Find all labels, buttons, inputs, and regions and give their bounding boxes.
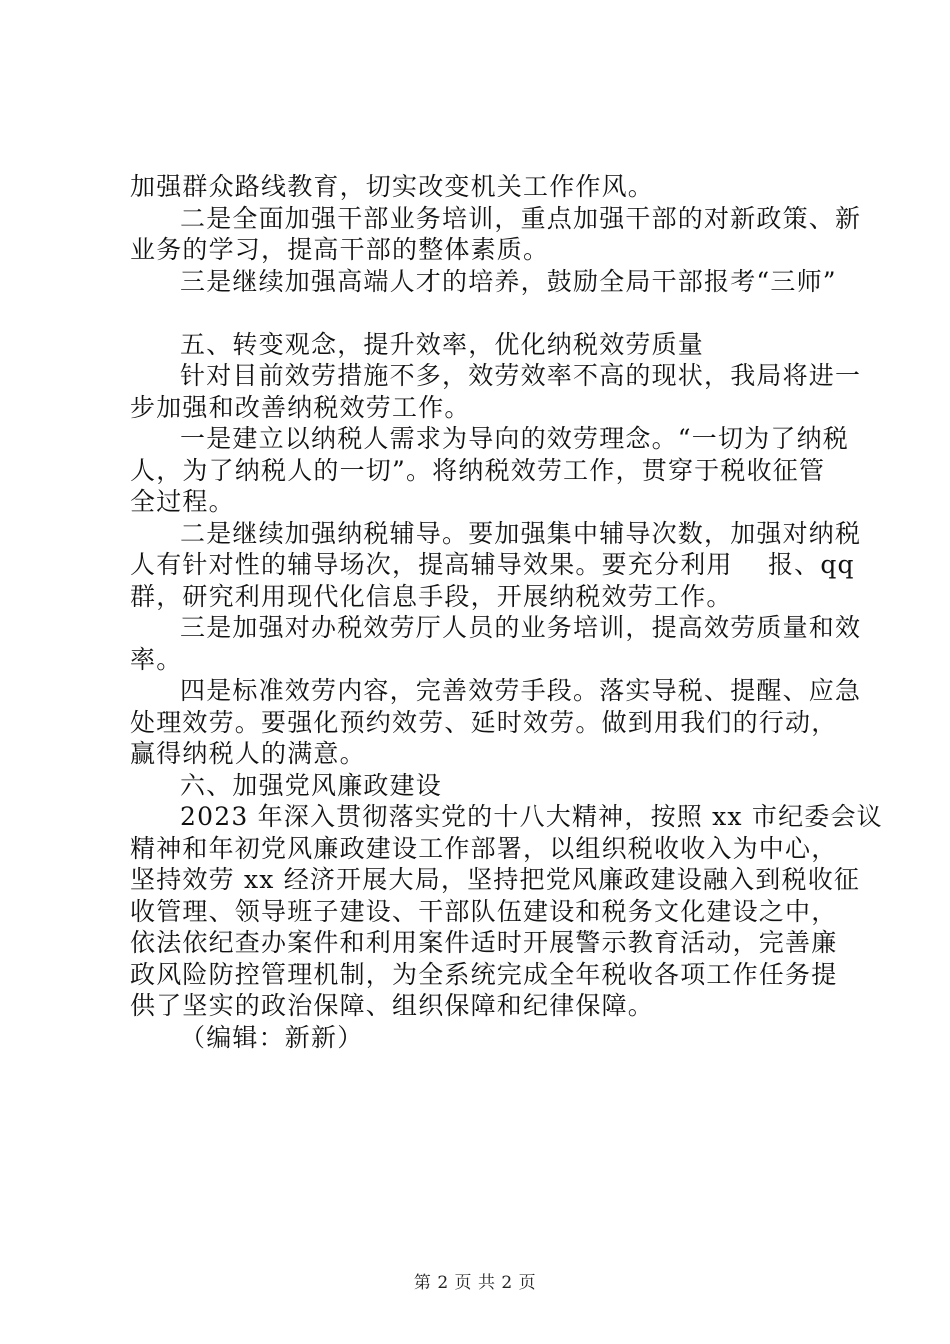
text-line: 全过程。 bbox=[130, 487, 235, 516]
text-line: 率。 bbox=[130, 644, 183, 674]
text-line: 赢得纳税人的满意。 bbox=[130, 739, 366, 768]
section-heading: 六、加强党风廉政建设 bbox=[180, 770, 443, 800]
page-number: 第 2 页 共 2 页 bbox=[413, 1273, 537, 1293]
text-line: 四是标准效劳内容，完善效劳手段。落实导税、提醒、应急 bbox=[180, 676, 862, 705]
text-line: 2023 年深入贯彻落实党的十八大精神，按照 xx 市纪委会议 bbox=[180, 802, 883, 831]
text-line: 坚持效劳 xx 经济开展大局，坚持把党风廉政建设融入到税收征 bbox=[130, 865, 861, 894]
text-line: 步加强和改善纳税效劳工作。 bbox=[130, 392, 471, 422]
text-line: 收管理、领导班子建设、干部队伍建设和税务文化建设之中， bbox=[130, 896, 838, 926]
editor-note: （编辑：新新） bbox=[180, 1022, 364, 1052]
text-line: 政风险防控管理机制，为全系统完成全年税收各项工作任务提 bbox=[130, 959, 838, 989]
text-line: 供了坚实的政治保障、组织保障和纪律保障。 bbox=[130, 991, 655, 1020]
text-line: 依法依纪查办案件和利用案件适时开展警示教育活动，完善廉 bbox=[130, 928, 838, 957]
text-line: 二是全面加强干部业务培训，重点加强干部的对新政策、新 bbox=[180, 203, 862, 233]
text-line: 人有针对性的辅导场次，提高辅导效果。要充分利用 报、qq bbox=[130, 550, 855, 579]
section-heading: 五、转变观念，提升效率，优化纳税效劳质量 bbox=[180, 329, 705, 359]
text-line: 一是建立以纳税人需求为导向的效劳理念。“一切为了纳税 bbox=[180, 424, 849, 453]
text-line: 二是继续加强纳税辅导。要加强集中辅导次数，加强对纳税 bbox=[180, 518, 862, 548]
text-line: 针对目前效劳措施不多，效劳效率不高的现状，我局将进一 bbox=[180, 361, 862, 390]
text-line: 加强群众路线教育，切实改变机关工作作风。 bbox=[130, 172, 655, 201]
text-line: 三是继续加强高端人才的培养，鼓励全局干部报考“三师” bbox=[180, 266, 837, 296]
text-line: 三是加强对办税效劳厅人员的业务培训，提高效劳质量和效 bbox=[180, 613, 862, 642]
document-body bbox=[130, 171, 883, 1053]
text-line: 人，为了纳税人的一切”。将纳税效劳工作，贯穿于税收征管 bbox=[130, 455, 826, 485]
text-line: 精神和年初党风廉政建设工作部署，以组织税收收入为中心， bbox=[130, 833, 838, 863]
text-line: 业务的学习，提高干部的整体素质。 bbox=[130, 235, 550, 264]
text-line: 群，研究利用现代化信息手段，开展纳税效劳工作。 bbox=[130, 581, 733, 611]
text-line: 处理效劳。要强化预约效劳、延时效劳。做到用我们的行动， bbox=[130, 707, 838, 737]
blank-line bbox=[130, 297, 830, 329]
